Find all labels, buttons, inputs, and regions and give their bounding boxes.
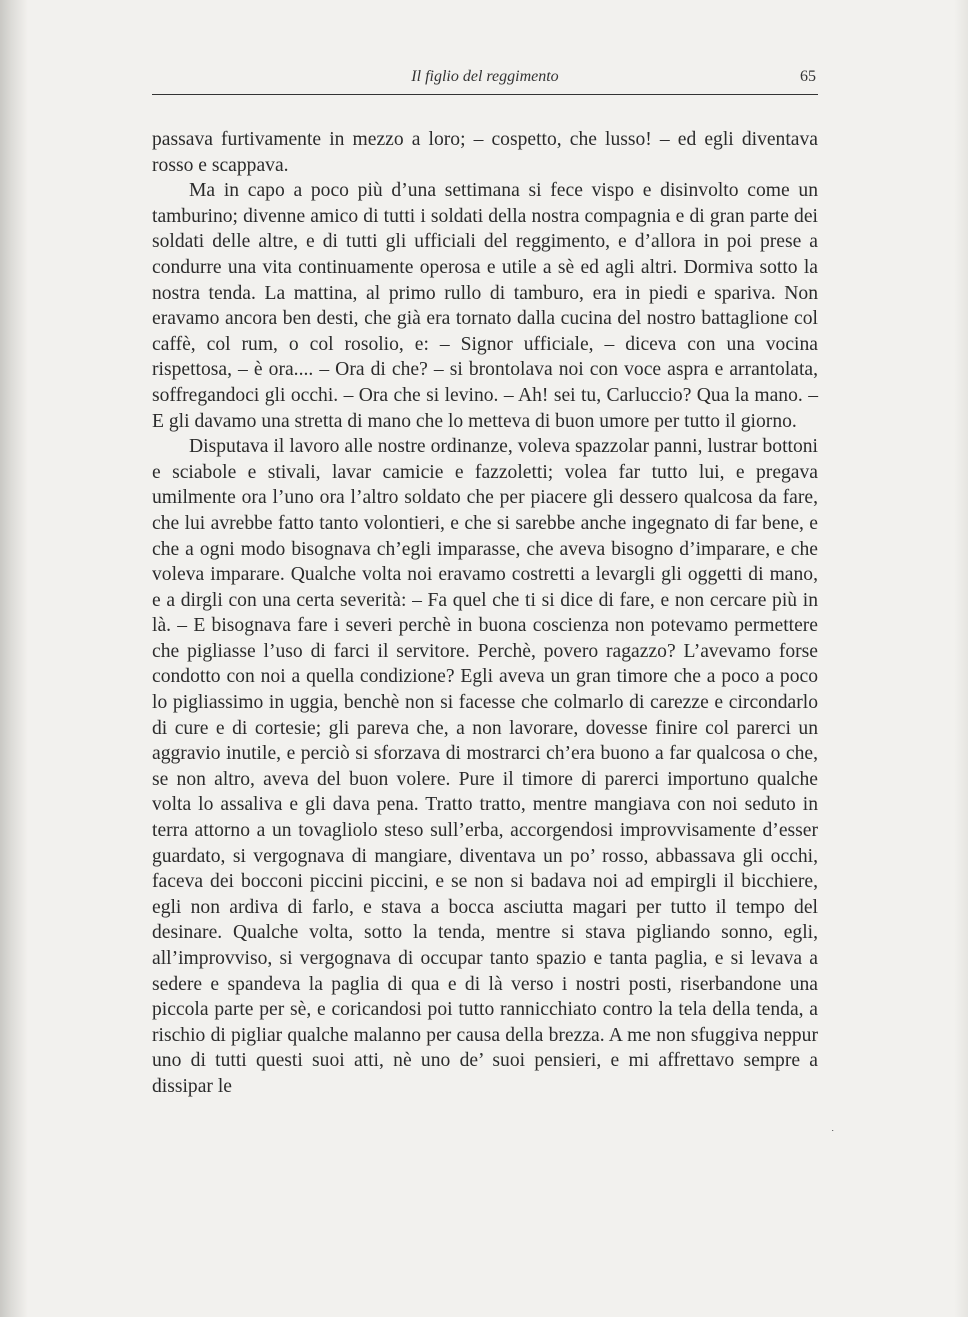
scan-edge-shadow [0, 0, 28, 1317]
page-header [152, 66, 818, 95]
paragraph: Ma in capo a poco più d’una settimana si fece vispo e disinvolto come un tamburino; divenne amico di tutti i soldati della nostra compagnia e di gran parte dei soldati delle altre, e di tutti gli ufficiali del reggimento, e d’allora in poi prese a condurre una vita continuamente operosa e utile a sè ed agli altri. Dormiva sotto la nostra tenda. La mattina, al primo rullo di tamburo, era in piedi e spariva. Non eravamo ancora ben desti, che già era tornato dalla cucina del nostro battaglione col caffè, col rum, o col rosolio, e: – Signor ufficiale, – diceva con una vocina rispettosa, – è ora.... – Ora di che? – si brontolava noi con voce aspra e arrantolata, soffregandoci gli occhi. – Ora che si levino. – Ah! sei tu, Carluccio? Qua la mano. – E gli davamo una stretta di mano che lo metteva di buon umore per tutto il giorno. [152, 180, 818, 432]
page-number: 65 [800, 68, 816, 85]
paragraph: Disputava il lavoro alle nostre ordinanze, voleva spazzolar panni, lustrar bottoni e sciabole e stivali, lavar camicie e fazzoletti; volea far tutto lui, e pregava umilmente ora l’uno ora l’altro soldato che per piacere gli dessero qualcosa da fare, che lui avrebbe fatto tanto volontieri, e che si sarebbe anche ingegnato di far bene, e che a ogni modo bisognava ch’egli imparasse, che aveva bisogno d’imparare, e che voleva imparare. Qualche volta noi eravamo costretti a levargli gli oggetti di mano, e a dirgli con una certa severità: – Fa quel che ti si dice di fare, e non cercare più in là. – E bisognava fare i severi perchè in buona coscienza non potevamo permettere che pigliasse l’uso di farci il servitore. Perchè, povero ragazzo? L’avevamo forse condotto con noi a quella condizione? Egli aveva un gran timore che a poco a poco lo pigliassimo in uggia, benchè non si facesse che colmarlo di carezze e circondarlo di cure e di cortesie; gli pareva che, a non lavorare, dovesse finire col parerci un aggravio inutile, e perciò si sforzava di mostrarci ch’era buono a far qualcosa o che, se non altro, aveva del buon volere. Pure il timore di parerci importuno qualche volta lo assaliva e gli dava pena. Tratto tratto, mentre mangiava con noi seduto in terra attorno a un tovagliolo steso sull’erba, accorgendosi improvvisamente d’esser guardato, si vergognava di mangiare, diventava un po’ rosso, abbassava gli occhi, faceva dei bocconi piccini piccini, e se non si badava noi ad empirgli il bicchiere, egli non ardiva di farlo, e stava a bocca asciutta magari per tutto il tempo del desinare. Qualche volta, sotto la tenda, mentre si stava pigliando sonno, egli, all’improvviso, si vergognava di occupar tanto spazio e tanta paglia, e si levava a sedere e spandeva la paglia di qua e di là verso i nostri posti, riserbandone una piccola parte per sè, e coricandosi poi tutto rannicchiato contro la tela della tenda, a rischio di pigliar qualche malanno per causa della brezza. A me non sfuggiva neppur uno di tutti questi suoi atti, nè uno de’ suoi pensieri, e mi affrettavo sempre a dissipar le [152, 436, 818, 1097]
running-title: Il figlio del reggimento [411, 68, 559, 85]
margin-speck: ․ [831, 1123, 835, 1134]
scan-edge-shadow-right [954, 0, 968, 1317]
paragraph-continuation: passava furtivamente in mezzo a loro; – cospetto, che lusso! – ed egli diventava rosso e scappava. [152, 129, 818, 176]
body-text [152, 127, 818, 1100]
